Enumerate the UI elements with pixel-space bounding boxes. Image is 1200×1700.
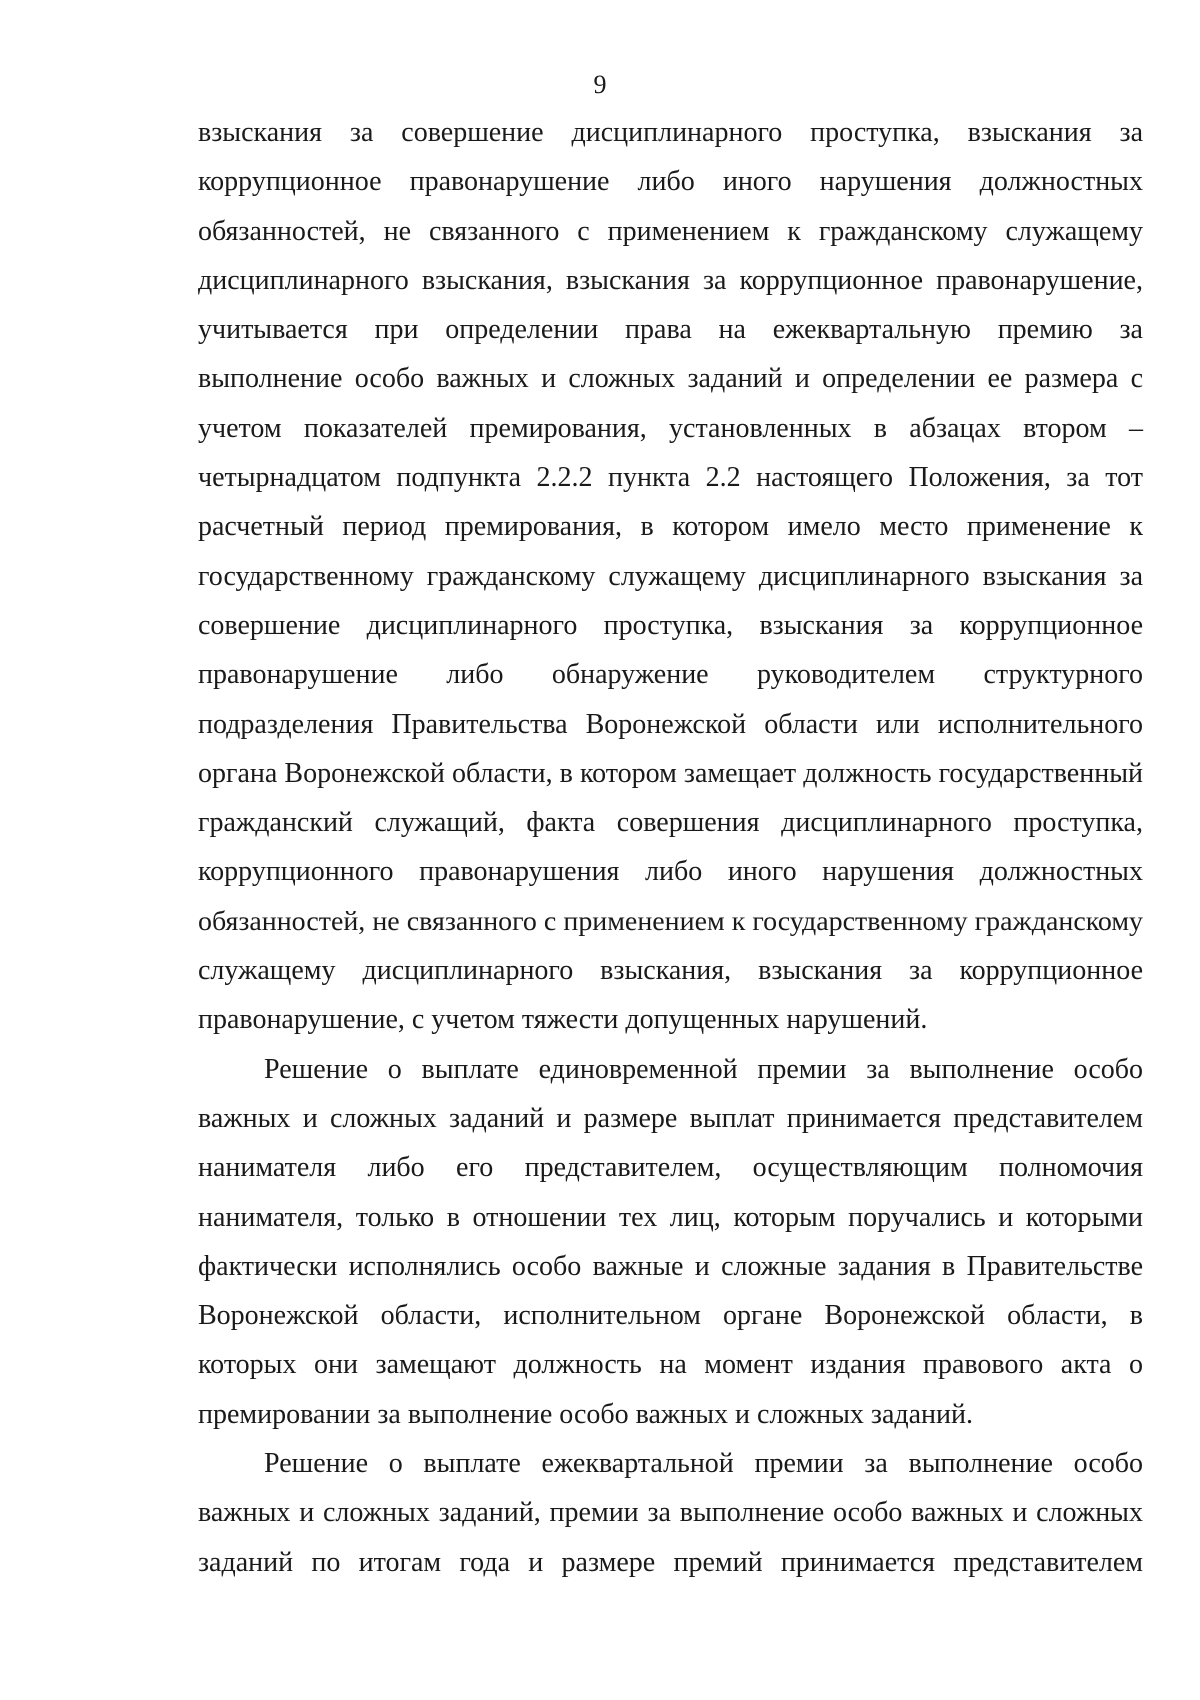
text-line: обязанностей, не связанного с применением к гражданскому служащему	[198, 215, 1143, 247]
text-line: органа Воронежской области, в котором замещает должность государственный	[198, 757, 1143, 789]
text-line: выполнение особо важных и сложных заданий и определении ее размера с	[198, 363, 1143, 395]
text-line: нанимателя, только в отношении тех лиц, которым поручались и которыми	[198, 1201, 1143, 1233]
text-line: коррупционное правонарушение либо иного нарушения должностных	[198, 166, 1143, 198]
text-line: Воронежской области, исполнительном органе Воронежской области, в	[198, 1300, 1143, 1332]
text-line: обязанностей, не связанного с применением к государственному гражданскому	[198, 905, 1143, 937]
text-line: гражданский служащий, факта совершения дисциплинарного проступка,	[198, 807, 1143, 839]
paragraph	[198, 1439, 1143, 1587]
text-line: Решение о выплате ежеквартальной премии за выполнение особо	[264, 1448, 1143, 1480]
text-line: фактически исполнялись особо важные и сложные задания в Правительстве	[198, 1250, 1143, 1282]
text-line: премировании за выполнение особо важных и сложных заданий.	[198, 1398, 974, 1430]
text-line: служащему дисциплинарного взыскания, взыскания за коррупционное	[198, 955, 1143, 987]
page-number: 9	[593, 70, 607, 99]
text-line: важных и сложных заданий, премии за выполнение особо важных и сложных	[198, 1497, 1143, 1529]
text-line: учитывается при определении права на ежеквартальную премию за	[198, 314, 1143, 346]
text-line: взыскания за совершение дисциплинарного проступка, взыскания за	[198, 117, 1143, 148]
text-line: важных и сложных заданий и размере выплат принимается представителем	[198, 1102, 1143, 1134]
text-line: четырнадцатом подпункта 2.2.2 пункта 2.2 настоящего Положения, за тот	[198, 462, 1143, 494]
text-line: коррупционного правонарушения либо иного нарушения должностных	[198, 856, 1143, 888]
text-line: расчетный период премирования, в котором имело место применение к	[198, 511, 1143, 543]
paragraph	[198, 108, 1143, 1045]
text-line: правонарушение, с учетом тяжести допущенных нарушений.	[198, 1004, 928, 1036]
text-line: учетом показателей премирования, установленных в абзацах втором –	[198, 412, 1143, 444]
paragraph	[198, 1045, 1143, 1439]
text-line: Решение о выплате единовременной премии за выполнение особо	[264, 1053, 1143, 1085]
text-line: правонарушение либо обнаружение руководителем структурного	[198, 659, 1143, 691]
text-line: заданий по итогам года и размере премий принимается представителем	[198, 1546, 1143, 1578]
text-line: которых они замещают должность на момент издания правового акта о	[198, 1349, 1143, 1381]
text-line: государственному гражданскому служащему дисциплинарного взыскания за	[198, 560, 1143, 592]
document-body	[198, 108, 1143, 1587]
text-line: нанимателя либо его представителем, осуществляющим полномочия	[198, 1152, 1143, 1184]
text-line: подразделения Правительства Воронежской области или исполнительного	[198, 708, 1143, 740]
text-line: дисциплинарного взыскания, взыскания за коррупционное правонарушение,	[198, 264, 1143, 296]
text-line: совершение дисциплинарного проступка, взыскания за коррупционное	[198, 609, 1143, 641]
